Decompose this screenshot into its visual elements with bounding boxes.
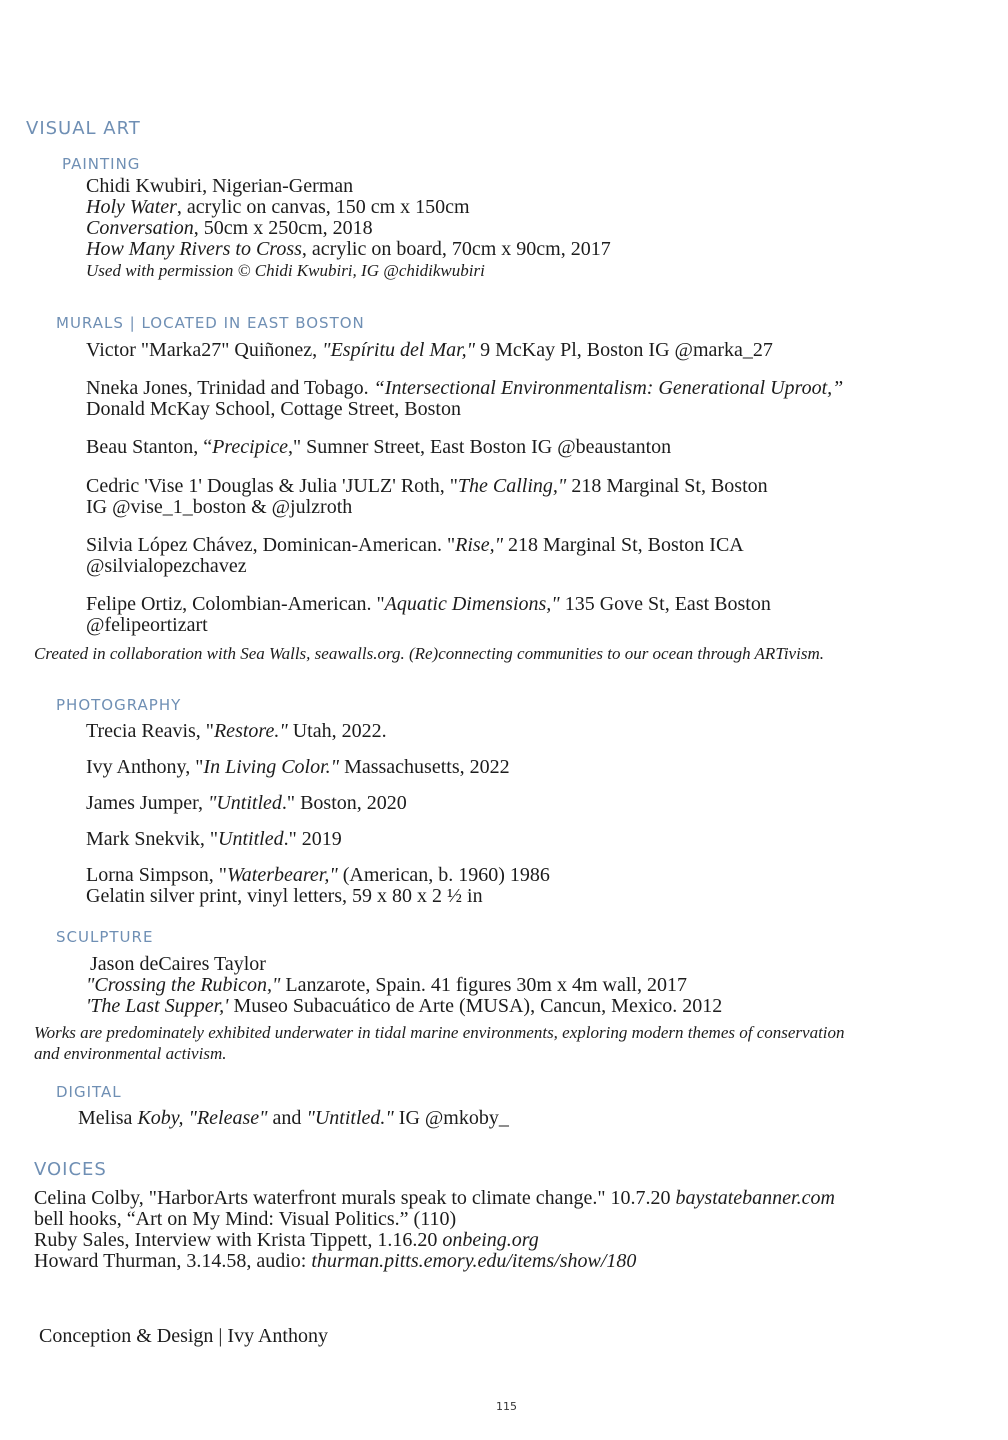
- sculpture-credit-line1: Works are predominately exhibited underwater in tidal marine environments, exploring modern themes of conservation: [34, 1023, 845, 1042]
- section-heading-voices: VOICES: [34, 1159, 107, 1180]
- mural-entry: Victor "Marka27" Quiñonez, "Espíritu del Mar," 9 McKay Pl, Boston IG @marka_27: [86, 339, 773, 361]
- sculpture-artist: Jason deCaires Taylor: [90, 953, 266, 975]
- photo-entry: Trecia Reavis, "Restore." Utah, 2022.: [86, 720, 387, 742]
- mural-entry-line2: @felipeortizart: [86, 614, 208, 636]
- subheading-digital: DIGITAL: [56, 1083, 122, 1101]
- digital-entry: Melisa Koby, "Release" and "Untitled." IG @mkoby_: [78, 1107, 509, 1129]
- mural-entry-line2: IG @vise_1_boston & @julzroth: [86, 496, 353, 518]
- mural-entry: Cedric 'Vise 1' Douglas & Julia 'JULZ' Roth, "The Calling," 218 Marginal St, Boston: [86, 475, 768, 497]
- painting-artist: Chidi Kwubiri, Nigerian-German: [86, 175, 354, 197]
- voice-entry: Ruby Sales, Interview with Krista Tippett, 1.16.20 onbeing.org: [34, 1229, 539, 1251]
- voice-entry: Celina Colby, "HarborArts waterfront murals speak to climate change." 10.7.20 baystatebanner.com: [34, 1187, 835, 1209]
- subheading-sculpture: SCULPTURE: [56, 928, 154, 946]
- mural-entry: Felipe Ortiz, Colombian-American. "Aquatic Dimensions," 135 Gove St, East Boston: [86, 593, 771, 615]
- page-number: 115: [496, 1400, 517, 1413]
- photo-entry: Mark Snekvik, "Untitled." 2019: [86, 828, 342, 850]
- section-heading-visual-art: VISUAL ART: [26, 118, 141, 139]
- mural-entry: Silvia López Chávez, Dominican-American. "Rise," 218 Marginal St, Boston ICA: [86, 534, 744, 556]
- subheading-murals: MURALS | LOCATED IN EAST BOSTON: [56, 314, 365, 332]
- sculpture-credit-line2: and environmental activism.: [34, 1044, 227, 1063]
- sculpture-work-1: "Crossing the Rubicon," Lanzarote, Spain. 41 figures 30m x 4m wall, 2017: [86, 974, 687, 996]
- painting-work-3: How Many Rivers to Cross, acrylic on board, 70cm x 90cm, 2017: [86, 238, 611, 260]
- photo-entry: Lorna Simpson, "Waterbearer," (American, b. 1960) 1986: [86, 864, 550, 886]
- murals-credit: Created in collaboration with Sea Walls, seawalls.org. (Re)connecting communities to our ocean through ARTivism.: [34, 644, 824, 663]
- voice-entry: Howard Thurman, 3.14.58, audio: thurman.pitts.emory.edu/items/show/180: [34, 1250, 637, 1272]
- subheading-photography: PHOTOGRAPHY: [56, 696, 182, 714]
- mural-entry-line2: @silvialopezchavez: [86, 555, 247, 577]
- mural-entry-line2: Donald McKay School, Cottage Street, Boston: [86, 398, 461, 420]
- subheading-painting: PAINTING: [62, 155, 141, 173]
- photo-entry: James Jumper, "Untitled." Boston, 2020: [86, 792, 407, 814]
- sculpture-work-2: 'The Last Supper,' Museo Subacuático de Arte (MUSA), Cancun, Mexico. 2012: [86, 995, 723, 1017]
- painting-work-2: Conversation, 50cm x 250cm, 2018: [86, 217, 373, 239]
- photo-entry: Ivy Anthony, "In Living Color." Massachusetts, 2022: [86, 756, 510, 778]
- mural-entry: Nneka Jones, Trinidad and Tobago. “Intersectional Environmentalism: Generational Uproot,”: [86, 377, 844, 399]
- mural-entry: Beau Stanton, “Precipice," Sumner Street, East Boston IG @beaustanton: [86, 436, 672, 458]
- photo-entry-line2: Gelatin silver print, vinyl letters, 59 x 80 x 2 ½ in: [86, 885, 483, 907]
- voice-entry: bell hooks, “Art on My Mind: Visual Politics.” (110): [34, 1208, 457, 1230]
- painting-credit: Used with permission © Chidi Kwubiri, IG @chidikwubiri: [86, 261, 485, 280]
- design-credit: Conception & Design | Ivy Anthony: [39, 1325, 328, 1347]
- painting-work-1: Holy Water, acrylic on canvas, 150 cm x 150cm: [86, 196, 470, 218]
